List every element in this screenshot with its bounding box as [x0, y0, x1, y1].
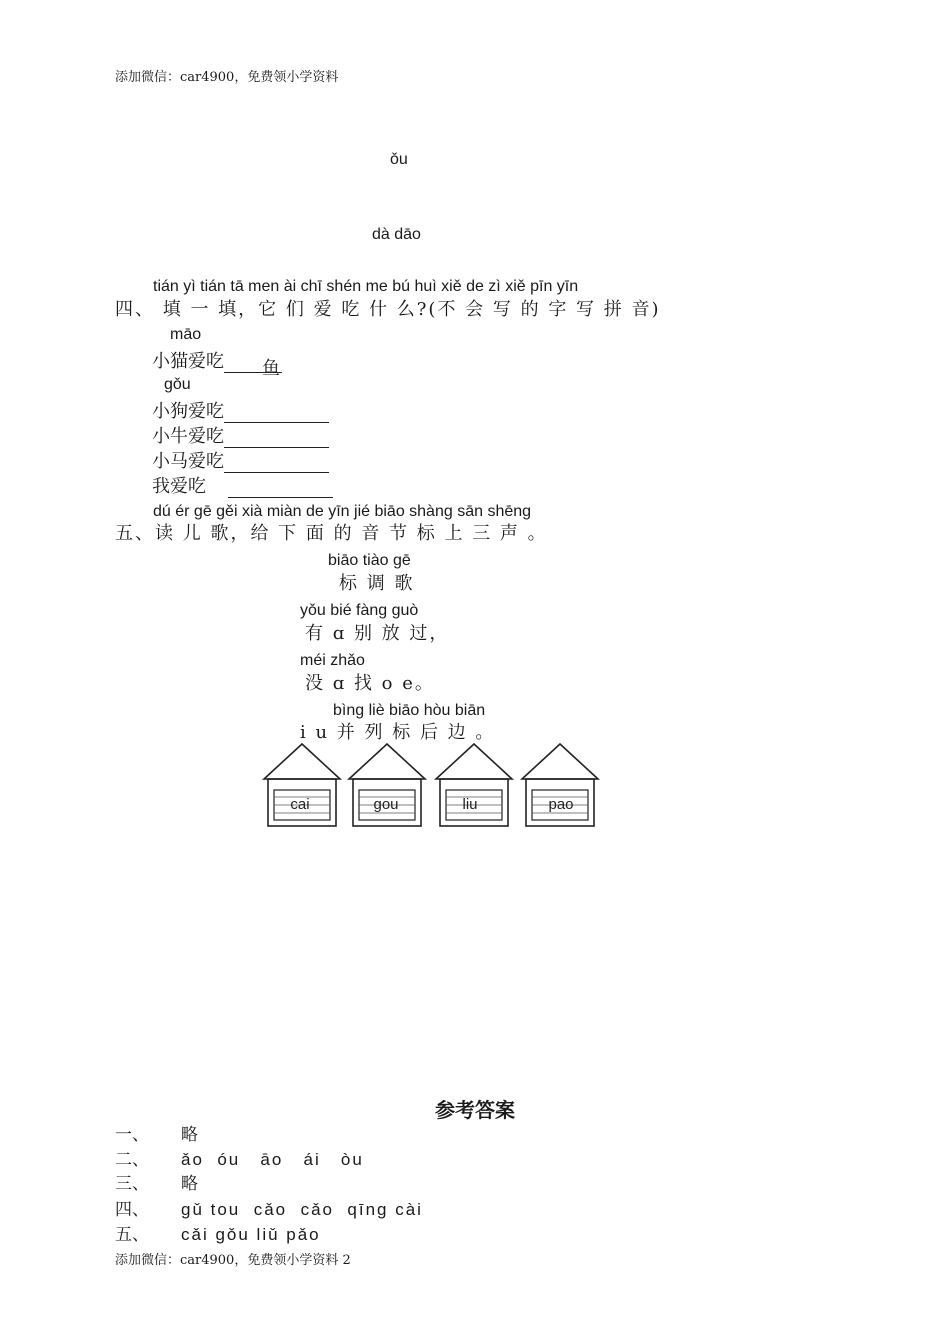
answer-row [115, 1195, 423, 1220]
poem-line: 有 ɑ 别 放 过， [305, 623, 450, 644]
answer-value: ǎo óu āo ái òu [181, 1150, 364, 1169]
q4-item-label: 小牛爱吃 [152, 426, 224, 447]
answer-value: gǔ tou cǎo cǎo qīng cài [181, 1200, 423, 1219]
answer-value: 略 [181, 1125, 198, 1145]
answer-num: 三、 [115, 1174, 149, 1194]
house [436, 744, 512, 826]
answer-value: cǎi gǒu liǔ pǎo [181, 1225, 321, 1244]
answer-row [115, 1169, 198, 1194]
q4-item [152, 472, 333, 498]
poem-line-py: yǒu bié fàng guò [300, 602, 419, 619]
q4-item [152, 397, 329, 423]
poem-line: i u 并 列 标 后 边 。 [300, 722, 496, 743]
q4-item-py: māo [170, 326, 202, 343]
poem-line-py: bìng liè biāo hòu biān [333, 702, 486, 719]
house [264, 744, 340, 826]
answer-row [115, 1145, 364, 1170]
house-label: gou [373, 796, 399, 813]
house-label: pao [548, 796, 574, 813]
q5-pinyin: dú ér gē gěi xià miàn de yīn jié biāo shàng sān shēng [153, 503, 532, 520]
answer-num: 四、 [115, 1200, 149, 1220]
house-label: liu [462, 796, 478, 813]
q4-item-label: 小马爱吃 [152, 451, 224, 472]
q4-item [152, 447, 329, 473]
house [349, 744, 425, 826]
page-header: 添加微信：car4900，免费领小学资料 [115, 70, 339, 85]
q4-item-answer: 鱼 [262, 358, 280, 379]
q5-instruction: 五、读 儿 歌，给 下 面 的 音 节 标 上 三 声 。 [115, 523, 548, 544]
q4-item-label: 我爱吃 [152, 476, 206, 497]
q4-pinyin: tián yì tián tā men ài chī shén me bú huì xiě de zì xiě pīn yīn [153, 278, 579, 295]
answer-blank[interactable] [224, 429, 329, 448]
answer-row [115, 1120, 198, 1145]
house-label: cai [290, 796, 310, 813]
answer-num: 一、 [115, 1125, 149, 1145]
pinyin-da-dao: dà dāo [372, 226, 421, 243]
answer-num: 五、 [115, 1225, 149, 1245]
answer-value: 略 [181, 1174, 198, 1194]
q4-item [152, 347, 282, 379]
answers-title: 参考答案 [435, 1098, 515, 1122]
answer-row [115, 1220, 321, 1245]
poem-line: 标 调 歌 [339, 573, 415, 594]
answer-num: 二、 [115, 1150, 149, 1170]
house [522, 744, 598, 826]
answer-blank[interactable] [228, 479, 333, 498]
answer-blank[interactable] [224, 454, 329, 473]
q4-item-label: 小狗爱吃 [152, 401, 224, 422]
houses-illustration [260, 742, 610, 834]
poem-line-py: méi zhǎo [300, 652, 365, 669]
page-footer: 添加微信：car4900，免费领小学资料 2 [115, 1253, 351, 1268]
poem-line: 没 ɑ 找 o e。 [305, 673, 435, 694]
q4-item [152, 422, 329, 448]
q4-item-py: gǒu [164, 376, 191, 393]
q4-item-label: 小猫爱吃 [152, 351, 224, 372]
answer-blank[interactable] [224, 354, 282, 379]
q4-instruction: 四、 填 一 填，它 们 爱 吃 什 么?(不 会 写 的 字 写 拼 音) [115, 299, 661, 320]
pinyin-ou: ǒu [390, 151, 408, 168]
answer-blank[interactable] [224, 404, 329, 423]
poem-line-py: biāo tiào gē [328, 552, 411, 569]
